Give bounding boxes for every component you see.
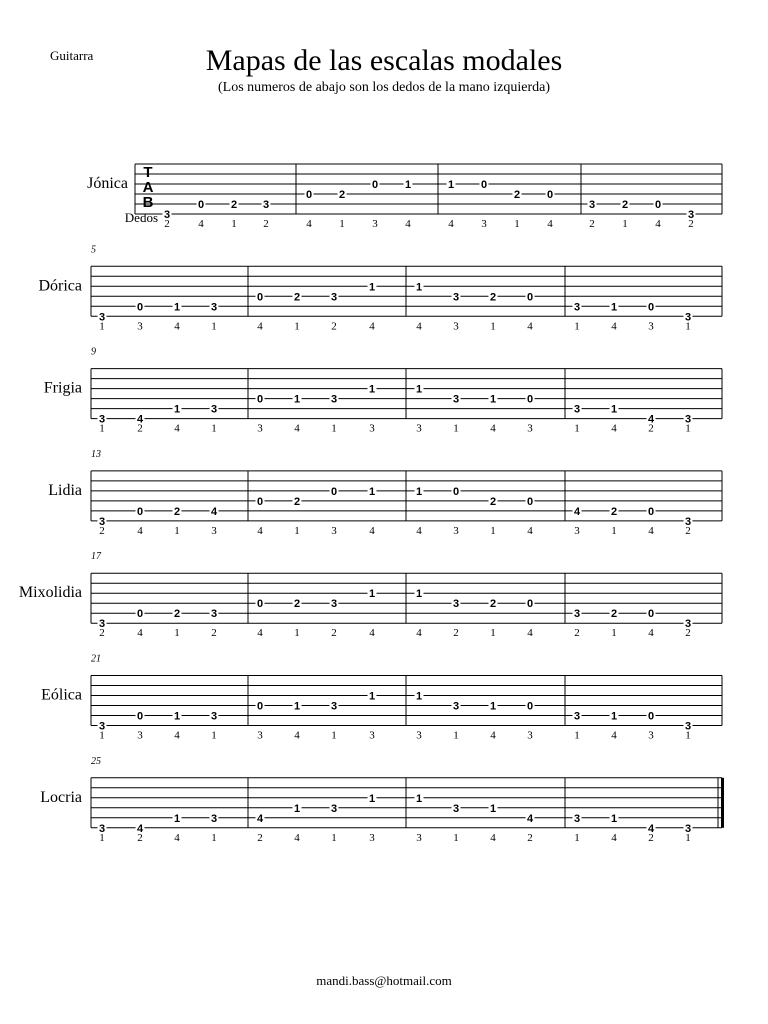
finger-number: 3 (257, 422, 263, 435)
fret-number: 1 (368, 281, 376, 294)
fret-number: 1 (173, 710, 181, 723)
fret-number: 1 (173, 403, 181, 416)
fret-number: 3 (210, 403, 218, 416)
finger-number: 1 (331, 422, 337, 435)
finger-number: 3 (137, 320, 143, 333)
tab-clef-letter: T (143, 164, 153, 181)
measure-number: 13 (91, 448, 101, 460)
fret-number: 1 (368, 588, 376, 601)
finger-number: 4 (137, 627, 143, 640)
finger-number: 1 (490, 627, 496, 640)
fret-number: 3 (210, 812, 218, 825)
fret-number: 0 (526, 598, 534, 611)
finger-number: 3 (527, 422, 533, 435)
mode-name: Eólica (41, 686, 82, 704)
fret-number: 3 (452, 700, 460, 713)
finger-number: 1 (294, 524, 300, 537)
finger-number: 4 (137, 524, 143, 537)
finger-number: 4 (490, 729, 496, 742)
finger-number: 1 (211, 422, 217, 435)
finger-number: 1 (685, 831, 691, 844)
page-subtitle: (Los numeros de abajo son los dedos de la mano izquierda) (217, 80, 551, 95)
fret-number: 2 (230, 199, 238, 211)
fret-number: 2 (173, 608, 181, 621)
finger-number: 4 (416, 627, 422, 640)
instrument-label: Guitarra (50, 48, 94, 63)
fret-number: 0 (371, 179, 379, 191)
finger-number: 1 (685, 729, 691, 742)
fret-number: 0 (452, 485, 460, 498)
fret-number: 3 (684, 618, 692, 631)
fret-number: 3 (684, 720, 692, 733)
measure-number: 17 (91, 551, 101, 563)
finger-number: 2 (589, 218, 595, 230)
fret-number: 1 (404, 179, 412, 191)
fret-number: 0 (256, 598, 264, 611)
finger-number: 4 (655, 218, 661, 230)
finger-number: 3 (648, 320, 654, 333)
finger-number: 3 (369, 831, 375, 844)
fret-number: 2 (489, 291, 497, 304)
fret-number: 4 (256, 812, 264, 825)
fret-number: 3 (588, 199, 596, 211)
fret-number: 0 (256, 291, 264, 304)
fret-number: 0 (647, 608, 655, 621)
fret-number: 3 (452, 598, 460, 611)
fret-number: 0 (330, 485, 338, 498)
fret-number: 0 (136, 505, 144, 518)
fret-number: 0 (136, 608, 144, 621)
finger-number: 4 (648, 627, 654, 640)
finger-number: 4 (369, 320, 375, 333)
finger-number: 2 (137, 422, 143, 435)
finger-number: 1 (453, 831, 459, 844)
fret-number: 0 (526, 393, 534, 406)
fret-number: 0 (526, 291, 534, 304)
fret-number: 1 (610, 710, 618, 723)
fret-number: 2 (293, 291, 301, 304)
finger-number: 4 (527, 524, 533, 537)
fret-number: 3 (330, 802, 338, 815)
fret-number: 3 (262, 199, 270, 211)
page-title: Mapas de las escalas modales (205, 44, 563, 77)
fret-number: 3 (98, 822, 106, 835)
fret-number: 4 (526, 812, 534, 825)
finger-number: 1 (685, 320, 691, 333)
finger-number: 2 (263, 218, 269, 230)
finger-number: 1 (622, 218, 628, 230)
finger-number: 1 (453, 729, 459, 742)
mode-name: Jónica (87, 175, 128, 192)
fret-number: 0 (647, 710, 655, 723)
finger-number: 2 (574, 627, 580, 640)
fret-number: 3 (163, 209, 171, 221)
finger-number: 4 (294, 831, 300, 844)
fret-number: 0 (197, 199, 205, 211)
finger-number: 4 (198, 218, 204, 230)
fret-number: 4 (136, 822, 144, 835)
fret-number: 2 (610, 505, 618, 518)
finger-number: 1 (211, 320, 217, 333)
fret-number: 3 (573, 608, 581, 621)
fret-number: 1 (173, 812, 181, 825)
mode-name: Dórica (38, 277, 82, 295)
finger-number: 4 (547, 218, 553, 230)
finger-number: 4 (611, 729, 617, 742)
finger-number: 3 (331, 524, 337, 537)
fret-number: 0 (305, 189, 313, 201)
fret-number: 3 (98, 311, 106, 324)
finger-number: 4 (416, 524, 422, 537)
fret-number: 0 (526, 495, 534, 508)
mode-name: Frigia (43, 379, 82, 397)
finger-number: 4 (294, 729, 300, 742)
finger-number: 4 (648, 524, 654, 537)
finger-number: 3 (137, 729, 143, 742)
finger-number: 1 (574, 831, 580, 844)
finger-number: 4 (405, 218, 411, 230)
finger-number: 3 (527, 729, 533, 742)
finger-number: 1 (685, 422, 691, 435)
finger-number: 3 (453, 524, 459, 537)
finger-number: 2 (211, 627, 217, 640)
finger-number: 4 (490, 422, 496, 435)
finger-number: 2 (685, 627, 691, 640)
fret-number: 3 (452, 393, 460, 406)
fret-number: 0 (256, 495, 264, 508)
fret-number: 1 (415, 485, 423, 498)
fret-number: 1 (447, 179, 455, 191)
fret-number: 3 (573, 403, 581, 416)
fret-number: 3 (98, 720, 106, 733)
fret-number: 4 (647, 822, 655, 835)
finger-number: 1 (211, 831, 217, 844)
fret-number: 3 (330, 393, 338, 406)
finger-number: 3 (574, 524, 580, 537)
finger-number: 4 (174, 729, 180, 742)
finger-number: 2 (137, 831, 143, 844)
finger-number: 1 (331, 729, 337, 742)
fret-number: 3 (330, 291, 338, 304)
fret-number: 1 (415, 588, 423, 601)
fret-number: 2 (293, 495, 301, 508)
finger-number: 1 (231, 218, 237, 230)
fret-number: 0 (136, 710, 144, 723)
fret-number: 3 (452, 291, 460, 304)
finger-number: 4 (294, 422, 300, 435)
finger-number: 4 (527, 320, 533, 333)
finger-number: 3 (416, 422, 422, 435)
fret-number: 0 (647, 505, 655, 518)
measure-number: 21 (91, 653, 101, 665)
fret-number: 1 (415, 383, 423, 396)
fret-number: 1 (368, 690, 376, 703)
finger-number: 4 (306, 218, 312, 230)
finger-number: 2 (685, 524, 691, 537)
fret-number: 0 (480, 179, 488, 191)
finger-number: 1 (574, 729, 580, 742)
fret-number: 1 (489, 393, 497, 406)
fret-number: 2 (173, 505, 181, 518)
fret-number: 2 (489, 495, 497, 508)
fret-number: 1 (293, 700, 301, 713)
fret-number: 3 (452, 802, 460, 815)
finger-number: 2 (688, 218, 694, 230)
finger-number: 1 (174, 524, 180, 537)
fret-number: 0 (647, 301, 655, 314)
fret-number: 3 (573, 301, 581, 314)
fret-number: 1 (368, 792, 376, 805)
finger-number: 1 (611, 524, 617, 537)
finger-number: 2 (527, 831, 533, 844)
fret-number: 0 (546, 189, 554, 201)
finger-number: 1 (99, 320, 105, 333)
finger-number: 4 (490, 831, 496, 844)
finger-number: 1 (99, 729, 105, 742)
footer-email: mandi.bass@hotmail.com (316, 973, 452, 988)
finger-number: 4 (611, 831, 617, 844)
finger-number: 4 (174, 831, 180, 844)
fret-number: 1 (368, 383, 376, 396)
finger-number: 4 (257, 320, 263, 333)
final-barline-thick (721, 778, 724, 828)
fret-number: 3 (98, 413, 106, 426)
fret-number: 1 (293, 802, 301, 815)
finger-number: 4 (257, 627, 263, 640)
fret-number: 4 (210, 505, 218, 518)
fret-number: 2 (489, 598, 497, 611)
finger-number: 2 (164, 218, 170, 230)
mode-name: Lidia (48, 481, 82, 499)
mode-name: Mixolidia (18, 584, 82, 602)
fret-number: 3 (210, 710, 218, 723)
finger-number: 1 (514, 218, 520, 230)
fret-number: 1 (489, 802, 497, 815)
finger-number: 1 (294, 320, 300, 333)
fret-number: 2 (621, 199, 629, 211)
fret-number: 4 (573, 505, 581, 518)
fret-number: 1 (610, 301, 618, 314)
fret-number: 3 (98, 515, 106, 528)
finger-number: 3 (416, 831, 422, 844)
finger-number: 1 (490, 320, 496, 333)
fret-number: 1 (415, 281, 423, 294)
fret-number: 1 (293, 393, 301, 406)
fret-number: 2 (513, 189, 521, 201)
fret-number: 0 (654, 199, 662, 211)
finger-number: 2 (331, 627, 337, 640)
fret-number: 0 (256, 700, 264, 713)
finger-number: 4 (257, 524, 263, 537)
finger-number: 4 (174, 320, 180, 333)
finger-number: 3 (257, 729, 263, 742)
finger-number: 4 (416, 320, 422, 333)
finger-number: 2 (99, 524, 105, 537)
fret-number: 3 (684, 515, 692, 528)
fret-number: 4 (136, 413, 144, 426)
finger-number: 1 (99, 831, 105, 844)
measure-number: 5 (91, 244, 96, 256)
finger-number: 1 (574, 422, 580, 435)
fret-number: 2 (293, 598, 301, 611)
fret-number: 3 (573, 710, 581, 723)
finger-number: 3 (372, 218, 378, 230)
finger-number: 4 (448, 218, 454, 230)
finger-number: 3 (453, 320, 459, 333)
finger-number: 1 (294, 627, 300, 640)
finger-number: 1 (339, 218, 345, 230)
finger-number: 2 (648, 831, 654, 844)
finger-number: 2 (648, 422, 654, 435)
fret-number: 3 (573, 812, 581, 825)
finger-number: 1 (211, 729, 217, 742)
fret-number: 1 (415, 792, 423, 805)
fret-number: 0 (526, 700, 534, 713)
finger-number: 1 (331, 831, 337, 844)
fret-number: 3 (330, 700, 338, 713)
fret-number: 0 (256, 393, 264, 406)
fret-number: 4 (647, 413, 655, 426)
finger-number: 2 (99, 627, 105, 640)
finger-number: 3 (369, 422, 375, 435)
fret-number: 3 (684, 822, 692, 835)
fret-number: 3 (210, 608, 218, 621)
finger-number: 1 (574, 320, 580, 333)
fret-number: 1 (415, 690, 423, 703)
finger-number: 3 (211, 524, 217, 537)
finger-number: 1 (490, 524, 496, 537)
fret-number: 1 (610, 403, 618, 416)
fret-number: 1 (173, 301, 181, 314)
fret-number: 2 (338, 189, 346, 201)
tab-clef-letter: A (142, 179, 154, 196)
tab-clef-letter: B (142, 194, 154, 211)
fret-number: 3 (210, 301, 218, 314)
fret-number: 1 (610, 812, 618, 825)
fret-number: 1 (368, 485, 376, 498)
finger-number: 2 (453, 627, 459, 640)
fret-number: 3 (684, 413, 692, 426)
finger-number: 1 (174, 627, 180, 640)
finger-number: 3 (416, 729, 422, 742)
finger-number: 4 (369, 524, 375, 537)
finger-number: 1 (611, 627, 617, 640)
finger-number: 2 (331, 320, 337, 333)
finger-number: 4 (174, 422, 180, 435)
finger-number: 1 (99, 422, 105, 435)
fingers-label: Dedos (124, 210, 158, 225)
fret-number: 1 (489, 700, 497, 713)
finger-number: 3 (648, 729, 654, 742)
fret-number: 3 (687, 209, 695, 221)
fret-number: 3 (330, 598, 338, 611)
measure-number: 25 (91, 755, 101, 767)
finger-number: 3 (369, 729, 375, 742)
finger-number: 4 (527, 627, 533, 640)
measure-number: 9 (91, 346, 96, 358)
finger-number: 4 (369, 627, 375, 640)
fret-number: 3 (98, 618, 106, 631)
finger-number: 4 (611, 320, 617, 333)
fret-number: 3 (684, 311, 692, 324)
finger-number: 1 (453, 422, 459, 435)
finger-number: 2 (257, 831, 263, 844)
finger-number: 4 (611, 422, 617, 435)
fret-number: 0 (136, 301, 144, 314)
finger-number: 3 (481, 218, 487, 230)
mode-name: Locria (40, 788, 82, 806)
fret-number: 2 (610, 608, 618, 621)
